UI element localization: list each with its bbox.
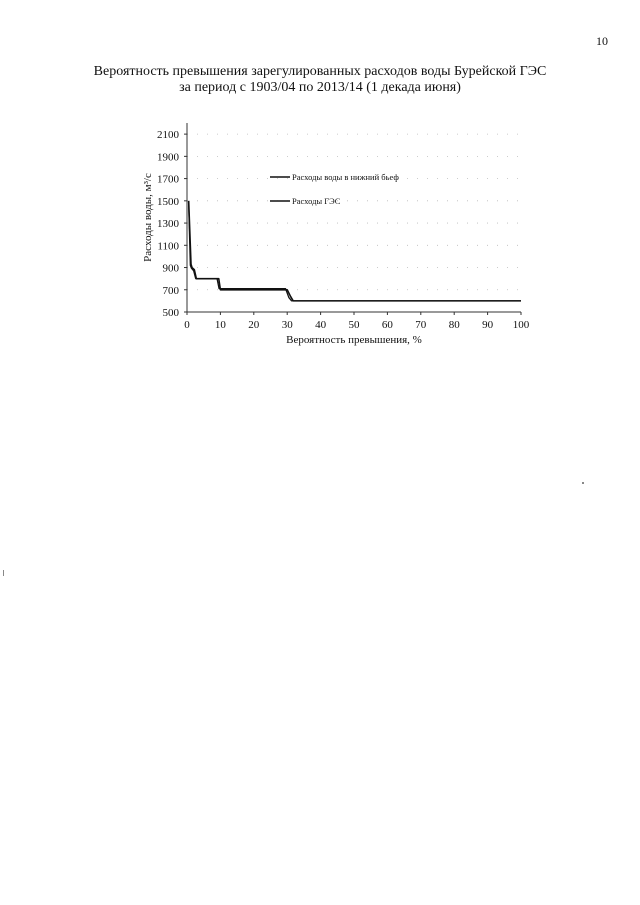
- y-tick-label: 900: [162, 262, 179, 275]
- x-tick-label: 70: [415, 319, 427, 331]
- x-axis-label: Вероятность превышения, %: [286, 334, 422, 346]
- series-line-1: [189, 201, 521, 301]
- x-tick-label: 60: [381, 319, 393, 331]
- x-tick-label: 40: [315, 319, 327, 331]
- x-tick-label: 10: [214, 319, 226, 331]
- y-tick-label: 1700: [157, 173, 179, 186]
- chart-title-line-1: Вероятность превышения зарегулированных расходов воды Бурейской ГЭС: [93, 64, 547, 79]
- legend-label-1: Расходы воды в нижний бьеф: [292, 172, 399, 182]
- scan-mark: [3, 570, 4, 576]
- y-tick-label: 1100: [157, 240, 179, 253]
- y-axis-label: Расходы воды, м³/с: [142, 173, 154, 262]
- x-tick-label: 80: [448, 319, 460, 331]
- x-tick-label: 30: [281, 319, 293, 331]
- x-tick-label: 0: [184, 319, 190, 331]
- chart-title-line-2: за период с 1903/04 по 2013/14 (1 декада июня): [179, 80, 461, 95]
- x-tick-label: 100: [512, 319, 530, 331]
- series-line-2: [189, 203, 521, 301]
- x-tick-label: 50: [348, 319, 360, 331]
- x-tick-label: 90: [482, 319, 494, 331]
- y-tick-label: 1500: [157, 195, 179, 208]
- scan-mark: [582, 482, 584, 484]
- page-number: 10: [596, 34, 608, 48]
- x-tick-label: 20: [248, 319, 260, 331]
- y-tick-label: 1300: [157, 218, 179, 231]
- y-tick-label: 500: [162, 307, 179, 319]
- y-tick-label: 1900: [157, 151, 179, 164]
- y-tick-label: 2100: [157, 129, 179, 142]
- legend-label-2: Расходы ГЭС: [292, 196, 341, 206]
- y-tick-label: 700: [162, 284, 179, 297]
